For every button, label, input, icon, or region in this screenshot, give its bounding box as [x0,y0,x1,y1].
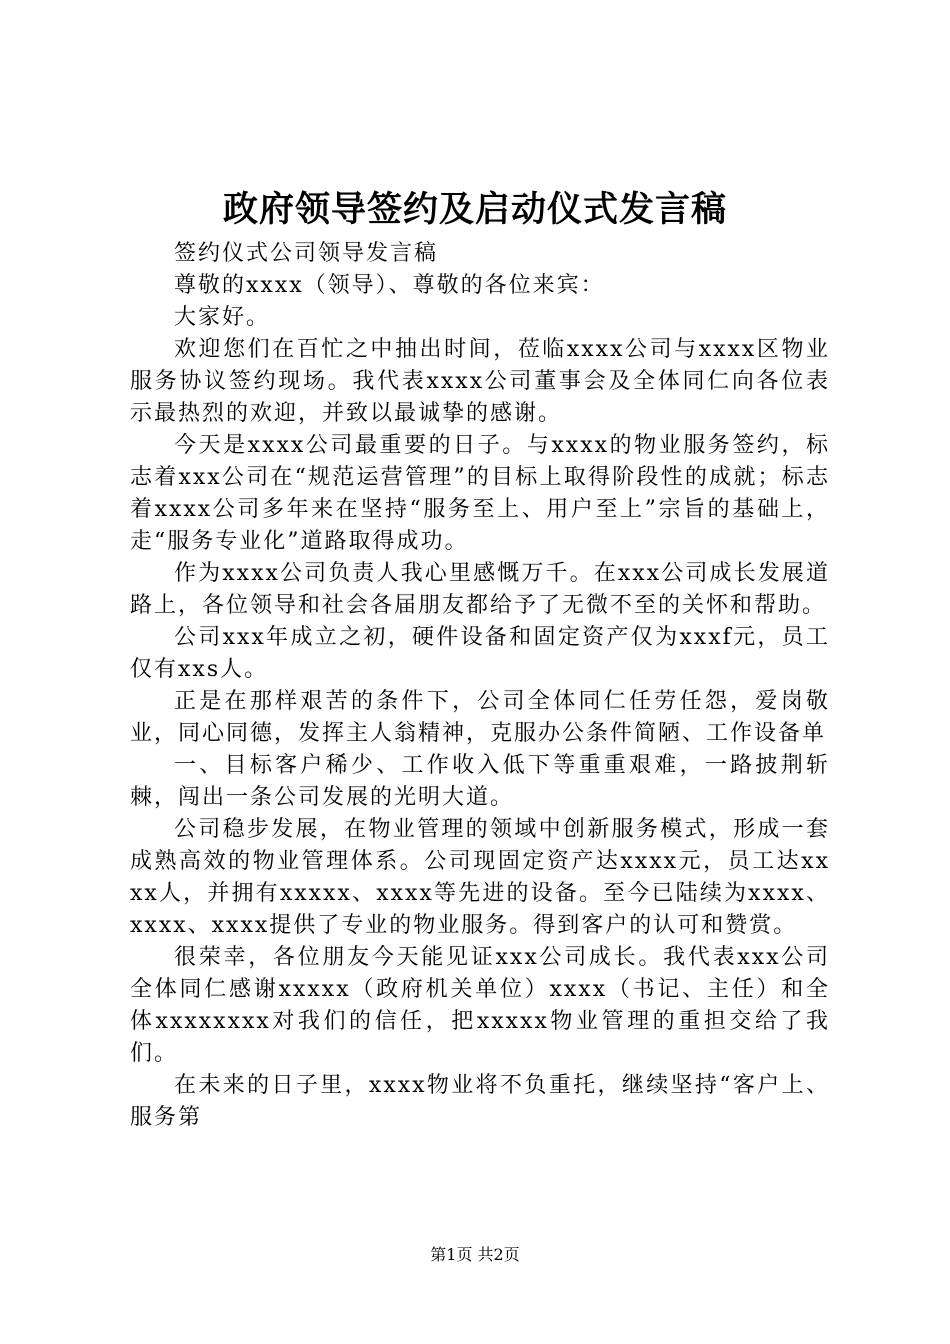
document-body [130,238,830,1134]
paragraph: 很荣幸，各位朋友今天能见证xxx公司成长。我代表xxx公司全体同仁感谢xxxxx（政府机关单位）xxxx（书记、主任）和全体xxxxxxxx对我们的信任，把xxxxx物业管理的重担交给了我们。 [130,945,830,1066]
paragraph: 公司xxx年成立之初，硬件设备和固定资产仅为xxxf元，员工仅有xxs人。 [130,625,830,682]
paragraph: 在未来的日子里，xxxx物业将不负重托，继续坚持“客户上、服务第 [130,1073,830,1130]
paragraph: 大家好。 [174,305,271,330]
paragraph: 正是在那样艰苦的条件下，公司全体同仁任劳任怨，爱岗敬业，同心同德，发挥主人翁精神，克服办公条件简陋、工作设备单 [130,689,830,746]
paragraph: 一、目标客户稀少、工作收入低下等重重艰难，一路披荆斩棘，闯出一条公司发展的光明大道。 [130,753,830,810]
paragraph: 欢迎您们在百忙之中抽出时间，莅临xxxx公司与xxxx区物业服务协议签约现场。我代表xxxx公司董事会及全体同仁向各位表示最热烈的欢迎，并致以最诚挚的感谢。 [130,337,830,426]
paragraph: 今天是xxxx公司最重要的日子。与xxxx的物业服务签约，标志着xxx公司在“规范运营管理”的目标上取得阶段性的成就；标志着xxxx公司多年来在坚持“服务至上、用户至上”宗旨的基础上，走“服务专业化”道路取得成功。 [130,433,830,554]
paragraph: 尊敬的xxxx（领导）、尊敬的各位来宾： [174,273,605,298]
document-title: 政府领导签约及启动仪式发言稿 [222,189,727,230]
page-footer: 第1页 共2页 [430,1245,520,1264]
paragraph: 签约仪式公司领导发言稿 [174,241,439,266]
paragraph: 公司稳步发展，在物业管理的领域中创新服务模式，形成一套成熟高效的物业管理体系。公司现固定资产达xxxx元，员工达xxxx人，并拥有xxxxx、xxxx等先进的设备。至今已陆续为xxxx、xxxx、xxxx提供了专业的物业服务。得到客户的认可和赞赏。 [130,817,830,938]
paragraph: 作为xxxx公司负责人我心里感慨万千。在xxx公司成长发展道路上，各位领导和社会各届朋友都给予了无微不至的关怀和帮助。 [130,561,830,618]
